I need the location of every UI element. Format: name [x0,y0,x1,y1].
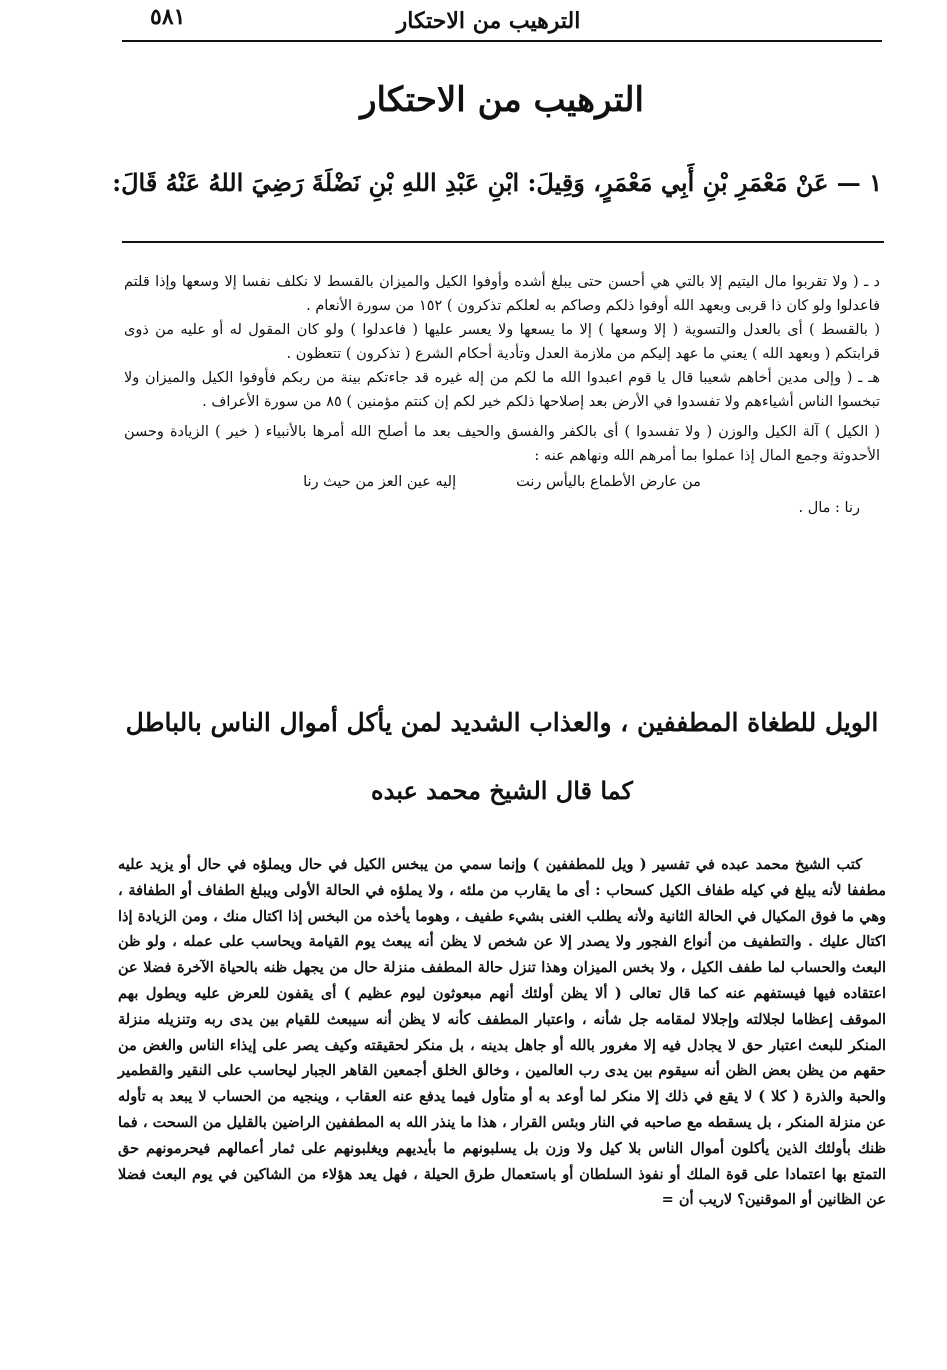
hadith-opening: ١ — عَنْ مَعْمَرِ بْنِ أَبِي مَعْمَرٍ، وَقِيلَ: ابْنِ عَبْدِ اللهِ بْنِ نَضْلَةَ رَضِيَ اللهُ عَنْهُ قَالَ: [112,168,882,197]
section-heading: الويل للطغاة المطففين ، والعذاب الشديد لمن يأكل أموال الناس بالباطل [125,708,879,737]
poem-gloss: رنا : مال . [798,500,860,516]
section-subheading: كما قال الشيخ محمد عبده [371,776,633,805]
chapter-title: الترهيب من الاحتكار [360,80,644,120]
footnote-h-gloss: ( الكيل ) آلة الكيل والوزن ( ولا تفسدوا ) أى بالكفر والفسق والحيف بعد ما أصلح الله أمرها بالأنبياء ( خير ) الزيادة وحسن الأحدوثة وجمع المال إذا عملوا بما أمرهم الله ونهاهم عنه : [124,424,880,464]
footnotes [124,270,880,520]
footnote-h-verse: هـ ـ ( وإلى مدين أخاهم شعيبا قال يا قوم اعبدوا الله ما لكم من إله غيره قد جاءتكم بينة من ربكم فأوفوا الكيل والميزان ولا تبخسوا الناس أشياءهم ولا تفسدوا في الأرض بعد إصلاحها ذلكم خير لكم إن كنتم مؤمنين ) ٨٥ من سورة الأعراف . [124,370,880,410]
body-paragraph: كتب الشيخ محمد عبده في تفسير ( ويل للمطففين ) وإنما سمي من يبخس الكيل في حال ويملؤه في حال أو يزيد عليه مطففا لأنه يبلغ في كيله طفاف الكيل كسحاب : أى ما يقارب من ملئه ، ولا يملؤه في الحالة الأولى ويبلغ الطفاف أو الطفافة ، وهي ما فوق المكيال في الحالة الثانية ولأنه يطلب الغنى بشيء طفيف ، وهوما يأخذه من البخس إذا اكتال منك ، ومن الزيادة إذا اكتال عليك . والتطفيف من أنواع الفجور ولا يصدر إلا عن شخص لا يظن أنه يبعث يوم القيامة ويحاسب على عمله ، ولو ظن البعث والحساب لما طفف الكيل ، ولا بخس الميزان وهذا تنزل حالة المطفف منزلة حال من يجهل ظنه بالحياة الآخرة فضلا عن اعتقاده فيها فيستفهم عنه كما قال تعالى ( ألا يظن أولئك أنهم مبعوثون ليوم عظيم ) أى يقفون للعرض عليه ويطول بهم الموقف إعظاما لجلالته وإجلالا لمقامه جل شأنه ، واعتبار المطفف كأنه لا يظن أنه سيبعث للقيام بين يدى ربه وتنزيله منزلة المنكر للبعث اعتبار حق لا يجادل فيه إلا مغرور بالله أو جاهل بدينه ، بل منكر لحقيقته وكيف يصر على إيذاء الناس والغض من حقهم من يظن بعض الظن أنه سيقوم بين يدى رب العالمين ، وخالق الخلق أجمعين القاهر الجبار ليحاسب على النقير والقطمير والحبة والذرة ( كلا ) لا يقع في ذلك إلا منكر لما أوعد به أو متأول فيما يدفع عنه العقاب ، وينجيه من الحساب لا يبعد به تأوله عن منزلة المنكر ، بل يسقطه مع صاحبه في النار وبئس القرار ، هذا ما ينذر الله به المطففين الراضين بالقليل من السحت ، فما ظنك بأولئك الذين يأكلون أموال الناس بلا كيل ولا وزن بل يسلبونهم ما بأيديهم ويغلبونهم على ثمار أعمالهم فيحرمونهم حق التمتع بها اعتمادا على قوة الملك أو نفوذ السلطان أو باستعمال طرق الحيلة ، فهل يعد هؤلاء من الشاكين في يوم البعث فضلا عن الظانين أو الموقنين؟ لاريب أن = [118,856,886,1209]
footnote-d-verse: د ـ ( ولا تقربوا مال اليتيم إلا بالتي هي أحسن حتى يبلغ أشده وأوفوا الكيل والميزان بالقسط لا نكلف نفسا إلا وسعها وإذا قلتم فاعدلوا ولو كان ذا قربى وبعهد الله أوفوا ذلكم وصاكم به لعلكم تذكرون ) ١٥٢ من سورة الأنعام . [124,274,880,314]
header-divider [122,40,882,42]
poem-verse [124,470,880,494]
poem-hemistich-1: من عارض الأطماع باليأس رنت [516,474,701,490]
body-text [118,852,886,1213]
running-title: الترهيب من الاحتكار [396,8,581,34]
footnote-d-gloss: ( بالقسط ) أى بالعدل والتسوية ( إلا وسعها ) إلا ما يسعها ولا يعسر عليها ( فاعدلوا ) ولو كان المقول له أو عليه من ذوى قرابتكم ( وبعهد الله ) يعني ما عهد إليكم من ملازمة العدل وتأدية أحكام الشرع ( تذكرون ) تتعظون . [124,322,880,362]
poem-hemistich-2: إليه عين العز من حيث رنا [303,474,457,490]
running-header [150,4,827,38]
page-number: ٥٨١ [150,4,186,30]
footnote-divider [122,241,884,243]
